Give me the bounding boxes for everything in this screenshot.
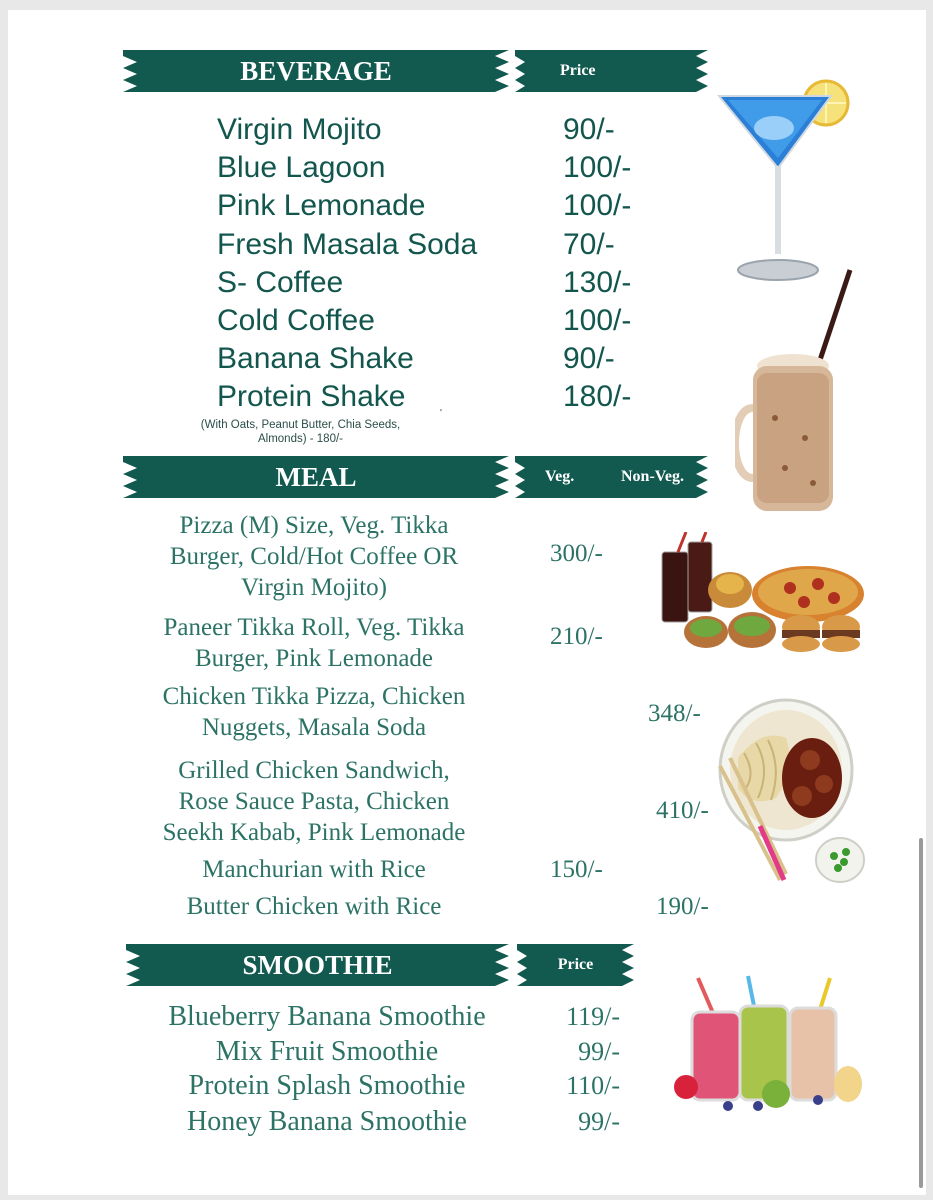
beverage-item-price: 70/- <box>563 228 615 261</box>
meal-item-line: Chicken Tikka Pizza, Chicken <box>162 683 466 710</box>
beverage-item-price: 90/- <box>563 342 615 375</box>
beverage-price-header: Price <box>560 62 596 79</box>
meal-item-line: Burger, Cold/Hot Coffee OR <box>169 543 459 570</box>
meal-item-line: Paneer Tikka Roll, Veg. Tikka <box>163 614 465 641</box>
meal-item-line: Butter Chicken with Rice <box>186 893 442 920</box>
veg-header: Veg. <box>545 468 575 485</box>
meal-price-headers <box>515 455 708 499</box>
beverage-item-name: S- Coffee <box>217 266 344 299</box>
meal-item-line: Burger, Pink Lemonade <box>194 645 434 672</box>
beverage-item-name: Virgin Mojito <box>217 113 382 146</box>
beverage-item-name: Fresh Masala Soda <box>217 228 478 261</box>
beverage-title: BEVERAGE <box>240 55 392 86</box>
protein-shake-note: (With Oats, Peanut Butter, Chia Seeds, Almonds) - 180/- <box>200 419 401 445</box>
smoothie-item-name: Mix Fruit Smoothie <box>215 1036 439 1067</box>
meal-item-line: Manchurian with Rice <box>202 856 426 883</box>
smoothie-item-price: 99/- <box>578 1037 620 1066</box>
meal-item-line: Pizza (M) Size, Veg. Tikka <box>179 512 449 539</box>
smoothie-item-name: Honey Banana Smoothie <box>187 1106 467 1137</box>
meal-item-line: Grilled Chicken Sandwich, <box>178 757 450 784</box>
beverage-item-name: Banana Shake <box>217 342 414 375</box>
smoothie-item-price: 110/- <box>566 1071 620 1100</box>
smoothie-jars-image <box>668 972 868 1114</box>
nonveg-header: Non-Veg. <box>621 468 684 485</box>
meal-nonveg-price: 348/- <box>648 700 701 727</box>
fast-food-combo-image <box>658 532 866 662</box>
smoothie-title: SMOOTHIE <box>242 949 393 980</box>
beverage-item-name: Blue Lagoon <box>217 151 386 184</box>
beverage-item-name: Cold Coffee <box>217 304 375 337</box>
meal-title-banner <box>123 455 509 499</box>
blue-cocktail-image <box>716 78 856 288</box>
meal-item-line: Nuggets, Masala Soda <box>201 714 427 741</box>
scrollbar[interactable] <box>919 838 923 1188</box>
beverage-item-name: Pink Lemonade <box>217 189 426 222</box>
smoothie-item-name: Protein Splash Smoothie <box>188 1070 466 1101</box>
meal-nonveg-price: 410/- <box>656 797 709 824</box>
beverage-item-name: Protein Shake <box>217 380 406 413</box>
meal-item-line: Seekh Kabab, Pink Lemonade <box>162 819 466 846</box>
meal-title: MEAL <box>275 461 357 492</box>
meal-item-line: Virgin Mojito) <box>241 574 387 601</box>
meal-nonveg-price: 190/- <box>656 893 709 920</box>
beverage-item-price: 100/- <box>563 189 632 222</box>
stray-mark: ' <box>440 408 442 419</box>
smoothie-price-header: Price <box>557 956 594 973</box>
beverage-item-price: 130/- <box>563 266 632 299</box>
smoothie-item-price: 99/- <box>578 1107 620 1136</box>
beverage-title-banner <box>123 48 509 94</box>
beverage-item-price: 180/- <box>563 380 632 413</box>
cold-coffee-jar-image <box>735 268 855 518</box>
meal-veg-price: 150/- <box>550 856 603 883</box>
smoothie-item-name: Blueberry Banana Smoothie <box>168 1001 486 1032</box>
beverage-price-banner <box>515 48 708 94</box>
beverage-item-price: 100/- <box>563 304 632 337</box>
noodles-manchurian-bowl-image <box>716 698 868 884</box>
meal-item-line: Rose Sauce Pasta, Chicken <box>178 788 450 815</box>
meal-veg-price: 210/- <box>550 623 603 650</box>
meal-price-banner <box>515 455 708 499</box>
meal-veg-price: 300/- <box>550 540 603 567</box>
smoothie-item-price: 119/- <box>566 1002 620 1031</box>
beverage-item-price: 100/- <box>563 151 632 184</box>
beverage-item-price: 90/- <box>563 113 615 146</box>
smoothie-price-banner <box>517 943 634 987</box>
smoothie-title-banner <box>126 943 509 987</box>
